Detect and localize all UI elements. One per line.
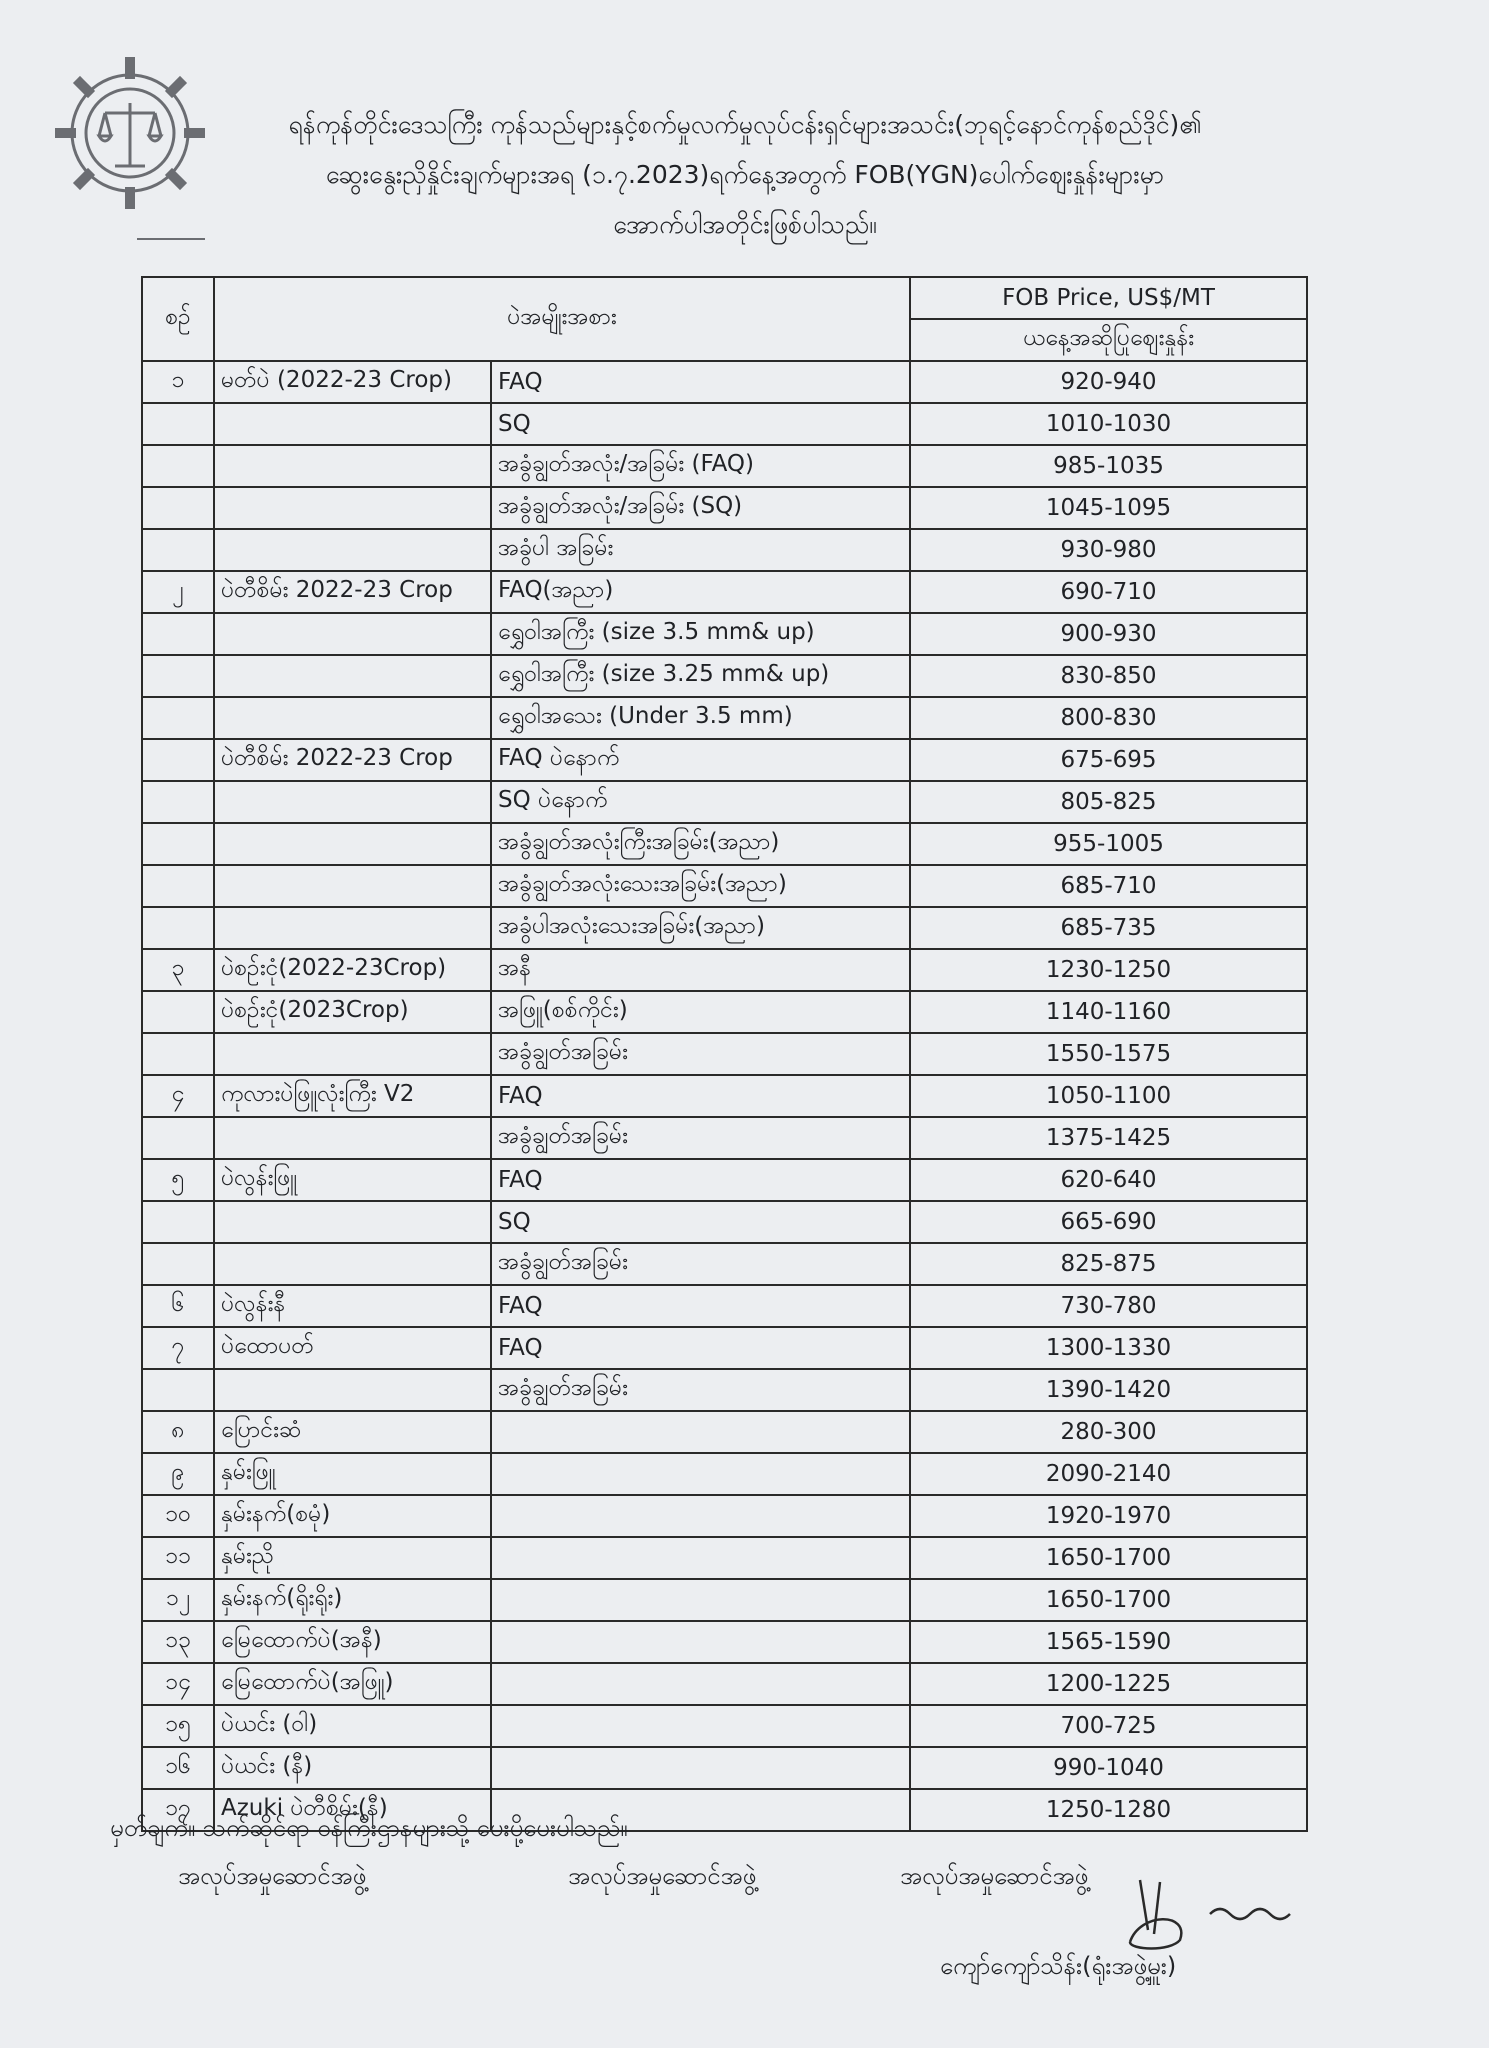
row-number bbox=[142, 1369, 214, 1411]
row-number bbox=[142, 655, 214, 697]
product-grade: အခွံချွတ်အခြမ်း bbox=[491, 1243, 910, 1285]
product-name bbox=[214, 613, 491, 655]
row-number: ၁၀ bbox=[142, 1495, 214, 1537]
product-grade: အခွံချွတ်အလုံး/အခြမ်း (FAQ) bbox=[491, 445, 910, 487]
table-row bbox=[142, 1369, 1307, 1411]
row-number: ၅ bbox=[142, 1159, 214, 1201]
fob-price: 1650-1700 bbox=[910, 1537, 1307, 1579]
committee-label-2: အလုပ်အမှုဆောင်အဖွဲ့ bbox=[568, 1862, 757, 1890]
fob-price: 1010-1030 bbox=[910, 403, 1307, 445]
fob-price: 990-1040 bbox=[910, 1747, 1307, 1789]
committee-label-3: အလုပ်အမှုဆောင်အဖွဲ့ bbox=[900, 1862, 1089, 1890]
row-number: ၁၆ bbox=[142, 1747, 214, 1789]
fob-price: 1550-1575 bbox=[910, 1033, 1307, 1075]
row-number bbox=[142, 487, 214, 529]
product-grade: FAQ bbox=[491, 1285, 910, 1327]
fob-price: 1050-1100 bbox=[910, 1075, 1307, 1117]
product-grade: FAQ bbox=[491, 1327, 910, 1369]
product-name: Azuki ပဲတီစိမ်း(နီ) bbox=[214, 1789, 491, 1831]
product-name bbox=[214, 445, 491, 487]
fob-price: 700-725 bbox=[910, 1705, 1307, 1747]
row-number: ၁၇ bbox=[142, 1789, 214, 1831]
row-number: ၁၂ bbox=[142, 1579, 214, 1621]
fob-price: 825-875 bbox=[910, 1243, 1307, 1285]
product-name: နှမ်းနက်(ရိုးရိုး) bbox=[214, 1579, 491, 1621]
fob-price: 685-710 bbox=[910, 865, 1307, 907]
fob-price: 800-830 bbox=[910, 697, 1307, 739]
row-number bbox=[142, 403, 214, 445]
product-name bbox=[214, 487, 491, 529]
row-number bbox=[142, 991, 214, 1033]
table-row bbox=[142, 445, 1307, 487]
column-header-price: FOB Price, US$/MT bbox=[910, 277, 1307, 319]
table-row bbox=[142, 865, 1307, 907]
row-number: ၂ bbox=[142, 571, 214, 613]
table-row bbox=[142, 1033, 1307, 1075]
header-line-2: ဆွေးနွေးညှိနှိုင်းချက်များအရ (၁.၇.2023)ရက်နေ့အတွက် FOB(YGN)ပေါက်ဈေးနှုန်းများမှာ bbox=[325, 160, 1165, 189]
product-name bbox=[214, 403, 491, 445]
product-grade: အခွံချွတ်အလုံး/အခြမ်း (SQ) bbox=[491, 487, 910, 529]
product-name: ပဲထောပတ် bbox=[214, 1327, 491, 1369]
table-row bbox=[142, 403, 1307, 445]
table-row bbox=[142, 1159, 1307, 1201]
column-header-price-sub: ယနေ့အဆိုပြုဈေးနှုန်း bbox=[910, 319, 1307, 361]
product-grade: အခွံချွတ်အခြမ်း bbox=[491, 1033, 910, 1075]
product-name bbox=[214, 1117, 491, 1159]
row-number: ၁၄ bbox=[142, 1663, 214, 1705]
row-number bbox=[142, 1201, 214, 1243]
product-name: ပဲတီစိမ်း 2022-23 Crop bbox=[214, 571, 491, 613]
row-number: ၃ bbox=[142, 949, 214, 991]
product-grade: SQ ပဲနောက် bbox=[491, 781, 910, 823]
product-grade: SQ bbox=[491, 403, 910, 445]
product-grade: အခွံချွတ်အလုံးသေးအခြမ်း(အညာ) bbox=[491, 865, 910, 907]
table-row bbox=[142, 739, 1307, 781]
product-name: ပဲတီစိမ်း 2022-23 Crop bbox=[214, 739, 491, 781]
row-number bbox=[142, 1117, 214, 1159]
row-number: ၈ bbox=[142, 1411, 214, 1453]
fob-price: 1140-1160 bbox=[910, 991, 1307, 1033]
fob-price: 2090-2140 bbox=[910, 1453, 1307, 1495]
fob-price: 920-940 bbox=[910, 361, 1307, 403]
table-row bbox=[142, 823, 1307, 865]
product-grade bbox=[491, 1495, 910, 1537]
fob-price: 280-300 bbox=[910, 1411, 1307, 1453]
product-name: ကုလားပဲဖြူလုံးကြီး V2 bbox=[214, 1075, 491, 1117]
table-row bbox=[142, 1705, 1307, 1747]
table-row bbox=[142, 1201, 1307, 1243]
fob-price: 1045-1095 bbox=[910, 487, 1307, 529]
row-number: ၇ bbox=[142, 1327, 214, 1369]
header-line-1: ရန်ကုန်တိုင်းဒေသကြီး ကုန်သည်များနှင့်စက်မှုလက်မှုလုပ်ငန်းရှင်များအသင်း(ဘုရင့်နောင်ကုန်စည်ဒိုင်)၏ bbox=[288, 110, 1202, 139]
column-header-no: စဉ် bbox=[142, 277, 214, 361]
product-grade: FAQ bbox=[491, 361, 910, 403]
fob-price: 1650-1700 bbox=[910, 1579, 1307, 1621]
row-number: ၁ bbox=[142, 361, 214, 403]
product-grade: အခွံချွတ်အခြမ်း bbox=[491, 1369, 910, 1411]
table-row bbox=[142, 949, 1307, 991]
product-grade bbox=[491, 1747, 910, 1789]
table-row bbox=[142, 361, 1307, 403]
handwritten-signature bbox=[1120, 1872, 1320, 1952]
product-name: နှမ်းနက်(စမုံ) bbox=[214, 1495, 491, 1537]
product-name bbox=[214, 1369, 491, 1411]
document-header bbox=[135, 100, 1355, 250]
fob-price: 1300-1330 bbox=[910, 1327, 1307, 1369]
product-grade: အခွံပါအလုံးသေးအခြမ်း(အညာ) bbox=[491, 907, 910, 949]
table-row bbox=[142, 1117, 1307, 1159]
row-number: ၁၁ bbox=[142, 1537, 214, 1579]
table-row bbox=[142, 613, 1307, 655]
table-row bbox=[142, 1621, 1307, 1663]
table-row bbox=[142, 1495, 1307, 1537]
row-number bbox=[142, 823, 214, 865]
row-number: ၆ bbox=[142, 1285, 214, 1327]
product-name: ပြောင်းဆံ bbox=[214, 1411, 491, 1453]
row-number: ၄ bbox=[142, 1075, 214, 1117]
table-row bbox=[142, 697, 1307, 739]
fob-price: 665-690 bbox=[910, 1201, 1307, 1243]
header-line-3: အောက်ပါအတိုင်းဖြစ်ပါသည်။ bbox=[613, 210, 877, 239]
product-grade bbox=[491, 1663, 910, 1705]
table-row bbox=[142, 529, 1307, 571]
product-name bbox=[214, 697, 491, 739]
fob-price: 1200-1225 bbox=[910, 1663, 1307, 1705]
fob-price: 930-980 bbox=[910, 529, 1307, 571]
fob-price: 1250-1280 bbox=[910, 1789, 1307, 1831]
fob-price: 830-850 bbox=[910, 655, 1307, 697]
product-name: မြေထောက်ပဲ(အနီ) bbox=[214, 1621, 491, 1663]
product-name: ပဲစဉ်းငုံ(2022-23Crop) bbox=[214, 949, 491, 991]
product-name: နှမ်းဖြူ bbox=[214, 1453, 491, 1495]
product-grade: FAQ bbox=[491, 1159, 910, 1201]
product-name: ပဲလွန်းဖြူ bbox=[214, 1159, 491, 1201]
fob-price: 1390-1420 bbox=[910, 1369, 1307, 1411]
product-name bbox=[214, 1243, 491, 1285]
row-number bbox=[142, 1033, 214, 1075]
committee-label-1: အလုပ်အမှုဆောင်အဖွဲ့ bbox=[178, 1862, 367, 1890]
row-number bbox=[142, 1243, 214, 1285]
product-name bbox=[214, 529, 491, 571]
table-row bbox=[142, 1075, 1307, 1117]
row-number bbox=[142, 739, 214, 781]
product-grade bbox=[491, 1411, 910, 1453]
row-number bbox=[142, 865, 214, 907]
fob-price: 1230-1250 bbox=[910, 949, 1307, 991]
product-grade bbox=[491, 1453, 910, 1495]
product-grade: အဖြူ(စစ်ကိုင်း) bbox=[491, 991, 910, 1033]
product-name bbox=[214, 907, 491, 949]
product-grade: ရွှေဝါအကြီး (size 3.25 mm& up) bbox=[491, 655, 910, 697]
product-grade: ရွှေဝါအသေး (Under 3.5 mm) bbox=[491, 697, 910, 739]
table-row bbox=[142, 1327, 1307, 1369]
table-row bbox=[142, 487, 1307, 529]
fob-price: 805-825 bbox=[910, 781, 1307, 823]
product-grade: အခွံချွတ်အခြမ်း bbox=[491, 1117, 910, 1159]
fob-price: 1375-1425 bbox=[910, 1117, 1307, 1159]
product-grade bbox=[491, 1705, 910, 1747]
fob-price: 675-695 bbox=[910, 739, 1307, 781]
product-name: နှမ်းညို bbox=[214, 1537, 491, 1579]
product-name bbox=[214, 655, 491, 697]
product-name: ပဲယင်း (ဝါ) bbox=[214, 1705, 491, 1747]
product-name: မတ်ပဲ (2022-23 Crop) bbox=[214, 361, 491, 403]
product-grade: FAQ ပဲနောက် bbox=[491, 739, 910, 781]
row-number bbox=[142, 907, 214, 949]
row-number bbox=[142, 445, 214, 487]
table-row bbox=[142, 1579, 1307, 1621]
table-row bbox=[142, 1285, 1307, 1327]
product-grade: အခွံချွတ်အလုံးကြီးအခြမ်း(အညာ) bbox=[491, 823, 910, 865]
price-table-body bbox=[142, 361, 1307, 1831]
product-name bbox=[214, 823, 491, 865]
table-row bbox=[142, 1747, 1307, 1789]
row-number bbox=[142, 529, 214, 571]
product-name: မြေထောက်ပဲ(အဖြူ) bbox=[214, 1663, 491, 1705]
row-number: ၁၃ bbox=[142, 1621, 214, 1663]
product-name: ပဲလွန်းနီ bbox=[214, 1285, 491, 1327]
product-name bbox=[214, 1201, 491, 1243]
product-name bbox=[214, 865, 491, 907]
table-row bbox=[142, 1453, 1307, 1495]
fob-price: 955-1005 bbox=[910, 823, 1307, 865]
row-number: ၁၅ bbox=[142, 1705, 214, 1747]
column-header-product: ပဲအမျိုးအစား bbox=[214, 277, 910, 361]
table-row bbox=[142, 991, 1307, 1033]
row-number: ၉ bbox=[142, 1453, 214, 1495]
fob-price: 685-735 bbox=[910, 907, 1307, 949]
product-grade: အခွံပါ အခြမ်း bbox=[491, 529, 910, 571]
product-grade bbox=[491, 1537, 910, 1579]
table-row bbox=[142, 655, 1307, 697]
table-row bbox=[142, 781, 1307, 823]
fob-price: 730-780 bbox=[910, 1285, 1307, 1327]
product-name: ပဲစဉ်းငုံ(2023Crop) bbox=[214, 991, 491, 1033]
product-grade: SQ bbox=[491, 1201, 910, 1243]
product-grade: အနီ bbox=[491, 949, 910, 991]
product-name bbox=[214, 781, 491, 823]
fob-price: 985-1035 bbox=[910, 445, 1307, 487]
fob-price: 1920-1970 bbox=[910, 1495, 1307, 1537]
product-grade bbox=[491, 1579, 910, 1621]
footer-note: မှတ်ချက်။ သက်ဆိုင်ရာ ဝန်ကြီးဌာနများသို့ ပေးပို့ပေးပါသည်။ bbox=[110, 1814, 628, 1842]
price-table bbox=[141, 276, 1308, 1832]
row-number bbox=[142, 697, 214, 739]
fob-price: 900-930 bbox=[910, 613, 1307, 655]
fob-price: 620-640 bbox=[910, 1159, 1307, 1201]
product-name bbox=[214, 1033, 491, 1075]
table-row bbox=[142, 1411, 1307, 1453]
signer-name: ကျော်ကျော်သိန်း(ရုံးအဖွဲ့မှူး) bbox=[940, 1952, 1177, 1980]
table-row bbox=[142, 1537, 1307, 1579]
table-row bbox=[142, 907, 1307, 949]
product-grade: FAQ(အညာ) bbox=[491, 571, 910, 613]
product-grade bbox=[491, 1621, 910, 1663]
row-number bbox=[142, 613, 214, 655]
fob-price: 1565-1590 bbox=[910, 1621, 1307, 1663]
product-name: ပဲယင်း (နီ) bbox=[214, 1747, 491, 1789]
table-row bbox=[142, 1663, 1307, 1705]
product-grade: FAQ bbox=[491, 1075, 910, 1117]
table-row bbox=[142, 1243, 1307, 1285]
row-number bbox=[142, 781, 214, 823]
fob-price: 690-710 bbox=[910, 571, 1307, 613]
product-grade: ရွှေဝါအကြီး (size 3.5 mm& up) bbox=[491, 613, 910, 655]
table-row bbox=[142, 571, 1307, 613]
